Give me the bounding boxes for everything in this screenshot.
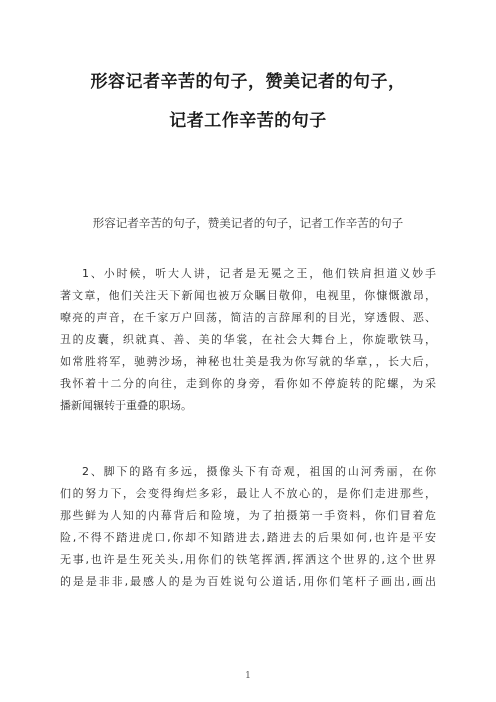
- paragraph-line: 我怀着十二分的向往，走到你的身旁，看你如不停旋转的陀螺，为采: [60, 377, 436, 390]
- document-title-line-1: 形容记者辛苦的句子，赞美记者的句子，: [90, 72, 406, 92]
- paragraph-line: 的是是非非,最感人的是为百姓说句公道话,用你们笔杆子画出,画出: [60, 575, 436, 588]
- paragraph-line: 那些鲜为人知的内幕背后和险境，为了拍摄第一手资料，你们冒着危: [60, 509, 436, 522]
- paragraph-line: 丑的皮囊，织就真、善、美的华裳，在社会大舞台上，你旋歌铁马，: [60, 333, 436, 346]
- paragraph-line: 著文章，他们关注天下新闻也被万众瞩目敬仰，电视里，你慷慨激昂，: [60, 289, 436, 302]
- paragraph-line: 2、脚下的路有多远，摄像头下有奇观，祖国的山河秀丽，在你: [82, 465, 436, 478]
- paragraph-line: 无事,也许是生死关头,用你们的铁笔挥洒,挥洒这个世界的,这个世界: [60, 553, 436, 566]
- document-subtitle: 形容记者辛苦的句子，赞美记者的句子，记者工作辛苦的句子: [92, 216, 404, 230]
- paragraph-line: 1、小时候，听大人讲，记者是无冕之王，他们铁肩担道义妙手: [82, 267, 436, 280]
- paragraph-2: [60, 461, 436, 593]
- paragraph-line: 嘹亮的声音，在千家万户回荡，简洁的言辞犀利的目光，穿透假、恶、: [60, 311, 436, 324]
- document-title-line-2: 记者工作辛苦的句子: [169, 111, 327, 131]
- page-number: 1: [245, 671, 251, 681]
- paragraph-1: [60, 263, 436, 417]
- paragraph-line: 们的努力下，会变得绚烂多彩，最让人不放心的，是你们走进那些，: [60, 487, 436, 500]
- paragraph-line: 险,不得不踏进虎口,你却不知踏进去,踏进去的后果如何,也许是平安: [60, 531, 436, 544]
- paragraph-line: 如常胜将军，驰骋沙场，神秘也壮美是我为你写就的华章，，长大后，: [60, 355, 436, 368]
- paragraph-line: 播新闻辗转于重叠的职场。: [60, 399, 192, 412]
